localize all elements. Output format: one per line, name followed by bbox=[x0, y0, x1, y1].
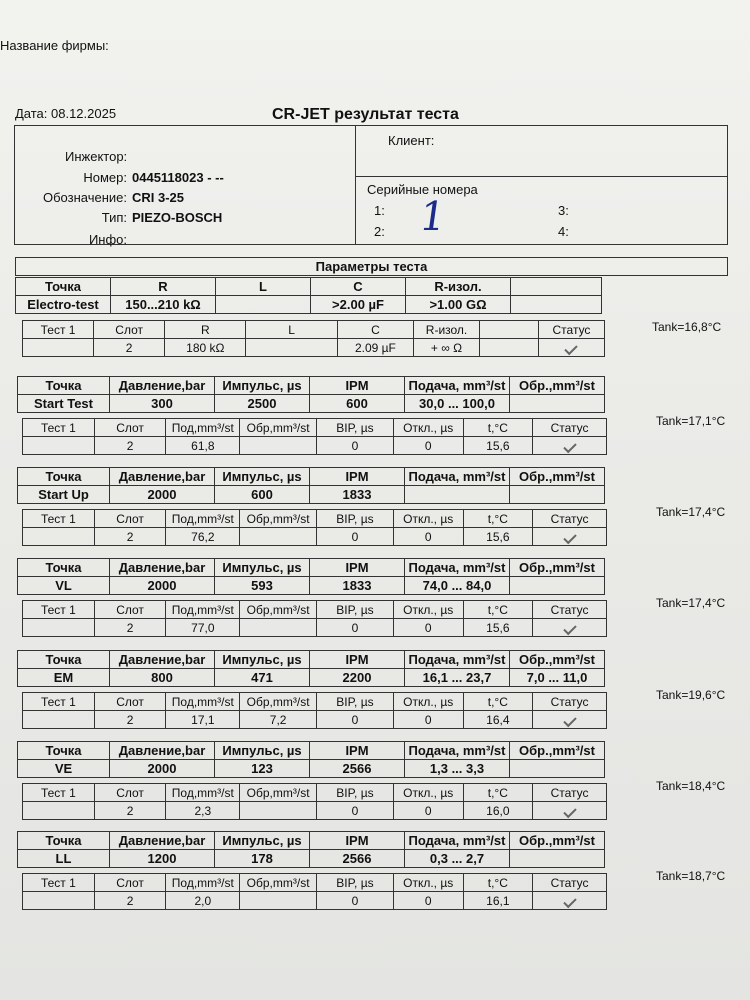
result-dev-cell: 0 bbox=[393, 892, 463, 910]
check-icon bbox=[565, 341, 578, 354]
spec-header-cell: Давление,bar bbox=[110, 742, 215, 760]
tank-temperature: Tank=19,6°C bbox=[656, 688, 726, 702]
result-header-cell: Тест 1 bbox=[23, 874, 95, 892]
serial-3-label: 3: bbox=[558, 203, 569, 218]
number-label: Номер: bbox=[83, 170, 127, 185]
spec-point-cell: Start Test bbox=[18, 395, 110, 413]
result-header-cell: Обр,mm³/st bbox=[240, 693, 317, 711]
result-header-cell: BIP, µs bbox=[317, 874, 394, 892]
status-cell bbox=[533, 802, 607, 820]
result-bip-cell: 0 bbox=[317, 711, 394, 729]
info-label: Инфо: bbox=[88, 232, 127, 247]
result-header-cell: Статус bbox=[533, 601, 607, 619]
handwritten-serial: 1 bbox=[416, 194, 449, 240]
spec-header-cell: Подача, mm³/st bbox=[405, 559, 510, 577]
result-header-row bbox=[23, 419, 607, 437]
spec-ipm-cell: 600 bbox=[310, 395, 405, 413]
spec-header-cell: Подача, mm³/st bbox=[405, 377, 510, 395]
result-header-cell: Откл., µs bbox=[393, 419, 463, 437]
test-spec-table bbox=[17, 558, 605, 595]
result-feed_val-cell: 17,1 bbox=[166, 711, 240, 729]
result-ret_val-cell bbox=[240, 802, 317, 820]
test-result-table bbox=[22, 873, 607, 910]
spec-header-cell: Подача, mm³/st bbox=[405, 742, 510, 760]
spec-value-row bbox=[18, 850, 605, 868]
spec-header-cell: Импульс, µs bbox=[215, 742, 310, 760]
spec-header-cell: Точка bbox=[18, 742, 110, 760]
spec-header-cell: Давление,bar bbox=[110, 651, 215, 669]
spec-header-cell: Подача, mm³/st bbox=[405, 468, 510, 486]
spec-header-cell: Импульс, µs bbox=[215, 559, 310, 577]
number-value: 0445118023 - -- bbox=[132, 170, 224, 185]
result-header-cell: t,°C bbox=[463, 601, 533, 619]
electro-test-hdr-cell: R bbox=[165, 321, 246, 339]
result-header-cell: Откл., µs bbox=[393, 510, 463, 528]
electro-spec-cell bbox=[216, 296, 311, 314]
serials-label: Серийные номера bbox=[367, 182, 478, 197]
spec-ipm-cell: 2566 bbox=[310, 760, 405, 778]
electro-test-hdr-cell: Статус bbox=[538, 321, 604, 339]
spec-ipm-cell: 1833 bbox=[310, 486, 405, 504]
status-cell bbox=[533, 619, 607, 637]
electro-test-val-cell: 2 bbox=[94, 339, 165, 357]
spec-value-row bbox=[18, 577, 605, 595]
test-result-table bbox=[22, 692, 607, 729]
spec-ret-cell bbox=[510, 577, 605, 595]
result-bip-cell: 0 bbox=[317, 892, 394, 910]
result-temp-cell: 16,1 bbox=[463, 892, 533, 910]
result-header-cell: t,°C bbox=[463, 419, 533, 437]
electro-test-hdr-cell bbox=[480, 321, 539, 339]
result-slot-cell: 2 bbox=[94, 892, 166, 910]
spec-header-row bbox=[18, 742, 605, 760]
result-header-cell: Слот bbox=[94, 419, 166, 437]
spec-header-cell: Подача, mm³/st bbox=[405, 832, 510, 850]
spec-feed-cell: 74,0 ... 84,0 bbox=[405, 577, 510, 595]
check-icon bbox=[563, 894, 576, 907]
result-header-cell: Обр,mm³/st bbox=[240, 510, 317, 528]
test-spec-table bbox=[17, 831, 605, 868]
electro-spec-table bbox=[15, 277, 602, 314]
result-ret_val-cell bbox=[240, 437, 317, 455]
spec-pulse-cell: 178 bbox=[215, 850, 310, 868]
result-feed_val-cell: 61,8 bbox=[166, 437, 240, 455]
spec-header-row bbox=[18, 559, 605, 577]
spec-header-cell: Подача, mm³/st bbox=[405, 651, 510, 669]
electro-hdr-cell bbox=[511, 278, 602, 296]
spec-pulse-cell: 2500 bbox=[215, 395, 310, 413]
spec-header-cell: Точка bbox=[18, 832, 110, 850]
electro-test-val-cell: 180 kΩ bbox=[165, 339, 246, 357]
spec-pulse-cell: 593 bbox=[215, 577, 310, 595]
spec-ipm-cell: 1833 bbox=[310, 577, 405, 595]
result-empty-cell bbox=[23, 711, 95, 729]
params-title-bar bbox=[15, 257, 728, 276]
result-header-cell: t,°C bbox=[463, 874, 533, 892]
test-spec-table bbox=[17, 741, 605, 778]
type-label: Тип: bbox=[101, 210, 127, 225]
electro-test-hdr-cell: R-изол. bbox=[414, 321, 480, 339]
result-header-cell: Слот bbox=[94, 510, 166, 528]
result-header-cell: Тест 1 bbox=[23, 510, 95, 528]
result-dev-cell: 0 bbox=[393, 528, 463, 546]
spec-feed-cell: 0,3 ... 2,7 bbox=[405, 850, 510, 868]
spec-header-cell: IPM bbox=[310, 832, 405, 850]
result-header-cell: Откл., µs bbox=[393, 601, 463, 619]
electro-test-header-row bbox=[23, 321, 605, 339]
result-header-cell: Обр,mm³/st bbox=[240, 601, 317, 619]
spec-header-cell: Обр.,mm³/st bbox=[510, 377, 605, 395]
check-icon bbox=[563, 439, 576, 452]
spec-pulse-cell: 600 bbox=[215, 486, 310, 504]
serial-2-label: 2: bbox=[374, 224, 385, 239]
tank-temperature: Tank=18,4°C bbox=[656, 779, 726, 793]
result-header-cell: Слот bbox=[94, 693, 166, 711]
result-value-row bbox=[23, 619, 607, 637]
tank-temperature: Tank=16,8°C bbox=[652, 320, 722, 334]
test-spec-table bbox=[17, 650, 605, 687]
page-title: CR-JET результат теста bbox=[272, 106, 459, 123]
spec-pressure-cell: 300 bbox=[110, 395, 215, 413]
spec-header-cell: Точка bbox=[18, 377, 110, 395]
status-cell bbox=[533, 892, 607, 910]
result-bip-cell: 0 bbox=[317, 802, 394, 820]
spec-point-cell: Start Up bbox=[18, 486, 110, 504]
result-header-cell: Тест 1 bbox=[23, 601, 95, 619]
status-cell bbox=[533, 437, 607, 455]
result-header-row bbox=[23, 693, 607, 711]
injector-label: Инжектор: bbox=[65, 149, 128, 164]
spec-point-cell: VE bbox=[18, 760, 110, 778]
spec-value-row bbox=[18, 486, 605, 504]
spec-ipm-cell: 2566 bbox=[310, 850, 405, 868]
result-empty-cell bbox=[23, 802, 95, 820]
result-header-row bbox=[23, 510, 607, 528]
spec-header-cell: IPM bbox=[310, 651, 405, 669]
electro-spec-row bbox=[16, 296, 602, 314]
result-bip-cell: 0 bbox=[317, 619, 394, 637]
client-divider bbox=[355, 176, 728, 177]
params-title: Параметры теста bbox=[16, 258, 728, 276]
designation-value: CRI 3-25 bbox=[132, 190, 185, 205]
result-header-cell: Тест 1 bbox=[23, 784, 95, 802]
electro-test-val-cell bbox=[23, 339, 94, 357]
electro-spec-cell: >2.00 µF bbox=[311, 296, 406, 314]
result-header-cell: Под,mm³/st bbox=[166, 419, 240, 437]
result-feed_val-cell: 76,2 bbox=[166, 528, 240, 546]
info-divider bbox=[355, 125, 356, 245]
result-header-cell: Под,mm³/st bbox=[166, 693, 240, 711]
result-slot-cell: 2 bbox=[94, 437, 166, 455]
spec-feed-cell bbox=[405, 486, 510, 504]
spec-pressure-cell: 2000 bbox=[110, 577, 215, 595]
result-dev-cell: 0 bbox=[393, 711, 463, 729]
result-feed_val-cell: 2,3 bbox=[166, 802, 240, 820]
result-header-cell: t,°C bbox=[463, 693, 533, 711]
company-label: Название фирмы: bbox=[0, 38, 109, 53]
result-header-cell: Обр,mm³/st bbox=[240, 419, 317, 437]
check-icon bbox=[563, 713, 576, 726]
electro-test-hdr-cell: C bbox=[337, 321, 413, 339]
spec-value-row bbox=[18, 395, 605, 413]
result-header-cell: BIP, µs bbox=[317, 601, 394, 619]
test-result-table bbox=[22, 600, 607, 637]
spec-ret-cell bbox=[510, 395, 605, 413]
result-slot-cell: 2 bbox=[94, 528, 166, 546]
tank-temperature: Tank=18,7°C bbox=[656, 869, 726, 883]
result-header-cell: Статус bbox=[533, 874, 607, 892]
check-icon bbox=[563, 804, 576, 817]
spec-ret-cell bbox=[510, 486, 605, 504]
designation-label: Обозначение: bbox=[42, 190, 127, 205]
electro-hdr-cell: L bbox=[216, 278, 311, 296]
electro-test-hdr-cell: L bbox=[246, 321, 337, 339]
electro-test-table bbox=[22, 320, 605, 357]
result-value-row bbox=[23, 437, 607, 455]
spec-header-cell: Давление,bar bbox=[110, 832, 215, 850]
spec-header-cell: Импульс, µs bbox=[215, 651, 310, 669]
spec-feed-cell: 30,0 ... 100,0 bbox=[405, 395, 510, 413]
spec-value-row bbox=[18, 760, 605, 778]
result-feed_val-cell: 2,0 bbox=[166, 892, 240, 910]
result-dev-cell: 0 bbox=[393, 802, 463, 820]
spec-header-cell: Обр.,mm³/st bbox=[510, 468, 605, 486]
result-header-cell: Статус bbox=[533, 693, 607, 711]
client-label: Клиент: bbox=[388, 133, 435, 148]
spec-header-cell: IPM bbox=[310, 559, 405, 577]
test-result-table bbox=[22, 509, 607, 546]
spec-header-cell: Точка bbox=[18, 651, 110, 669]
result-header-cell: Тест 1 bbox=[23, 693, 95, 711]
spec-pulse-cell: 471 bbox=[215, 669, 310, 687]
spec-value-row bbox=[18, 669, 605, 687]
spec-header-cell: Импульс, µs bbox=[215, 377, 310, 395]
spec-header-row bbox=[18, 468, 605, 486]
tank-temperature: Tank=17,1°C bbox=[656, 414, 726, 428]
result-feed_val-cell: 77,0 bbox=[166, 619, 240, 637]
spec-point-cell: VL bbox=[18, 577, 110, 595]
result-header-cell: Под,mm³/st bbox=[166, 510, 240, 528]
spec-header-cell: Обр.,mm³/st bbox=[510, 559, 605, 577]
result-ret_val-cell: 7,2 bbox=[240, 711, 317, 729]
status-cell bbox=[533, 528, 607, 546]
spec-ret-cell bbox=[510, 850, 605, 868]
result-value-row bbox=[23, 711, 607, 729]
result-bip-cell: 0 bbox=[317, 528, 394, 546]
tank-temperature: Tank=17,4°C bbox=[656, 505, 726, 519]
result-header-cell: Статус bbox=[533, 784, 607, 802]
result-empty-cell bbox=[23, 619, 95, 637]
result-slot-cell: 2 bbox=[94, 802, 166, 820]
date-label: Дата: 08.12.2025 bbox=[15, 106, 117, 121]
electro-hdr-cell: C bbox=[311, 278, 406, 296]
result-header-cell: Слот bbox=[94, 601, 166, 619]
electro-hdr-cell: R-изол. bbox=[406, 278, 511, 296]
result-ret_val-cell bbox=[240, 619, 317, 637]
result-header-row bbox=[23, 784, 607, 802]
spec-feed-cell: 1,3 ... 3,3 bbox=[405, 760, 510, 778]
electro-test-val-cell bbox=[480, 339, 539, 357]
result-dev-cell: 0 bbox=[393, 619, 463, 637]
result-slot-cell: 2 bbox=[94, 711, 166, 729]
spec-header-cell: IPM bbox=[310, 377, 405, 395]
status-cell bbox=[538, 339, 604, 357]
spec-header-cell: IPM bbox=[310, 742, 405, 760]
result-value-row bbox=[23, 802, 607, 820]
test-spec-table bbox=[17, 467, 605, 504]
result-header-cell: Слот bbox=[94, 784, 166, 802]
spec-ret-cell bbox=[510, 760, 605, 778]
result-value-row bbox=[23, 528, 607, 546]
result-header-cell: Откл., µs bbox=[393, 874, 463, 892]
spec-point-cell: LL bbox=[18, 850, 110, 868]
electro-test-val-cell: 2.09 µF bbox=[337, 339, 413, 357]
spec-header-cell: Импульс, µs bbox=[215, 468, 310, 486]
type-value: PIEZO-BOSCH bbox=[132, 210, 223, 225]
check-icon bbox=[563, 621, 576, 634]
spec-ipm-cell: 2200 bbox=[310, 669, 405, 687]
spec-header-cell: IPM bbox=[310, 468, 405, 486]
electro-spec-cell: Electro-test bbox=[16, 296, 111, 314]
result-header-cell: BIP, µs bbox=[317, 510, 394, 528]
result-bip-cell: 0 bbox=[317, 437, 394, 455]
result-header-cell: Под,mm³/st bbox=[166, 784, 240, 802]
electro-hdr-cell: Точка bbox=[16, 278, 111, 296]
serial-4-label: 4: bbox=[558, 224, 569, 239]
spec-feed-cell: 16,1 ... 23,7 bbox=[405, 669, 510, 687]
result-header-cell: BIP, µs bbox=[317, 419, 394, 437]
spec-header-row bbox=[18, 651, 605, 669]
result-ret_val-cell bbox=[240, 528, 317, 546]
result-temp-cell: 16,0 bbox=[463, 802, 533, 820]
result-header-cell: Обр,mm³/st bbox=[240, 784, 317, 802]
electro-spec-cell: >1.00 GΩ bbox=[406, 296, 511, 314]
result-dev-cell: 0 bbox=[393, 437, 463, 455]
test-result-table bbox=[22, 418, 607, 455]
spec-header-row bbox=[18, 377, 605, 395]
spec-header-cell: Обр.,mm³/st bbox=[510, 832, 605, 850]
electro-test-hdr-cell: Тест 1 bbox=[23, 321, 94, 339]
status-cell bbox=[533, 711, 607, 729]
result-empty-cell bbox=[23, 528, 95, 546]
result-empty-cell bbox=[23, 437, 95, 455]
result-header-row bbox=[23, 874, 607, 892]
result-header-cell: Слот bbox=[94, 874, 166, 892]
serial-1-label: 1: bbox=[374, 203, 385, 218]
spec-header-cell: Обр.,mm³/st bbox=[510, 742, 605, 760]
check-icon bbox=[563, 530, 576, 543]
result-slot-cell: 2 bbox=[94, 619, 166, 637]
result-header-row bbox=[23, 601, 607, 619]
test-result-table bbox=[22, 783, 607, 820]
result-temp-cell: 16,4 bbox=[463, 711, 533, 729]
result-header-cell: Обр,mm³/st bbox=[240, 874, 317, 892]
spec-pressure-cell: 800 bbox=[110, 669, 215, 687]
result-temp-cell: 15,6 bbox=[463, 437, 533, 455]
result-value-row bbox=[23, 892, 607, 910]
electro-test-value-row bbox=[23, 339, 605, 357]
result-header-cell: Откл., µs bbox=[393, 784, 463, 802]
electro-spec-cell bbox=[511, 296, 602, 314]
spec-header-cell: Давление,bar bbox=[110, 559, 215, 577]
result-header-cell: t,°C bbox=[463, 510, 533, 528]
electro-header-row bbox=[16, 278, 602, 296]
electro-test-hdr-cell: Слот bbox=[94, 321, 165, 339]
spec-pressure-cell: 1200 bbox=[110, 850, 215, 868]
spec-pulse-cell: 123 bbox=[215, 760, 310, 778]
result-empty-cell bbox=[23, 892, 95, 910]
result-header-cell: t,°C bbox=[463, 784, 533, 802]
spec-ret-cell: 7,0 ... 11,0 bbox=[510, 669, 605, 687]
result-ret_val-cell bbox=[240, 892, 317, 910]
electro-hdr-cell: R bbox=[111, 278, 216, 296]
spec-header-cell: Обр.,mm³/st bbox=[510, 651, 605, 669]
result-header-cell: Под,mm³/st bbox=[166, 601, 240, 619]
result-header-cell: BIP, µs bbox=[317, 784, 394, 802]
result-header-cell: Статус bbox=[533, 419, 607, 437]
electro-test-val-cell bbox=[246, 339, 337, 357]
electro-spec-cell: 150...210 kΩ bbox=[111, 296, 216, 314]
result-temp-cell: 15,6 bbox=[463, 619, 533, 637]
result-header-cell: BIP, µs bbox=[317, 693, 394, 711]
spec-header-cell: Точка bbox=[18, 559, 110, 577]
spec-header-row bbox=[18, 832, 605, 850]
tank-temperature: Tank=17,4°C bbox=[656, 596, 726, 610]
spec-header-cell: Точка bbox=[18, 468, 110, 486]
spec-header-cell: Давление,bar bbox=[110, 377, 215, 395]
spec-pressure-cell: 2000 bbox=[110, 760, 215, 778]
spec-header-cell: Давление,bar bbox=[110, 468, 215, 486]
spec-pressure-cell: 2000 bbox=[110, 486, 215, 504]
result-header-cell: Тест 1 bbox=[23, 419, 95, 437]
spec-header-cell: Импульс, µs bbox=[215, 832, 310, 850]
test-spec-table bbox=[17, 376, 605, 413]
result-header-cell: Откл., µs bbox=[393, 693, 463, 711]
result-header-cell: Под,mm³/st bbox=[166, 874, 240, 892]
result-temp-cell: 15,6 bbox=[463, 528, 533, 546]
result-header-cell: Статус bbox=[533, 510, 607, 528]
spec-point-cell: EM bbox=[18, 669, 110, 687]
electro-test-val-cell: + ∞ Ω bbox=[414, 339, 480, 357]
